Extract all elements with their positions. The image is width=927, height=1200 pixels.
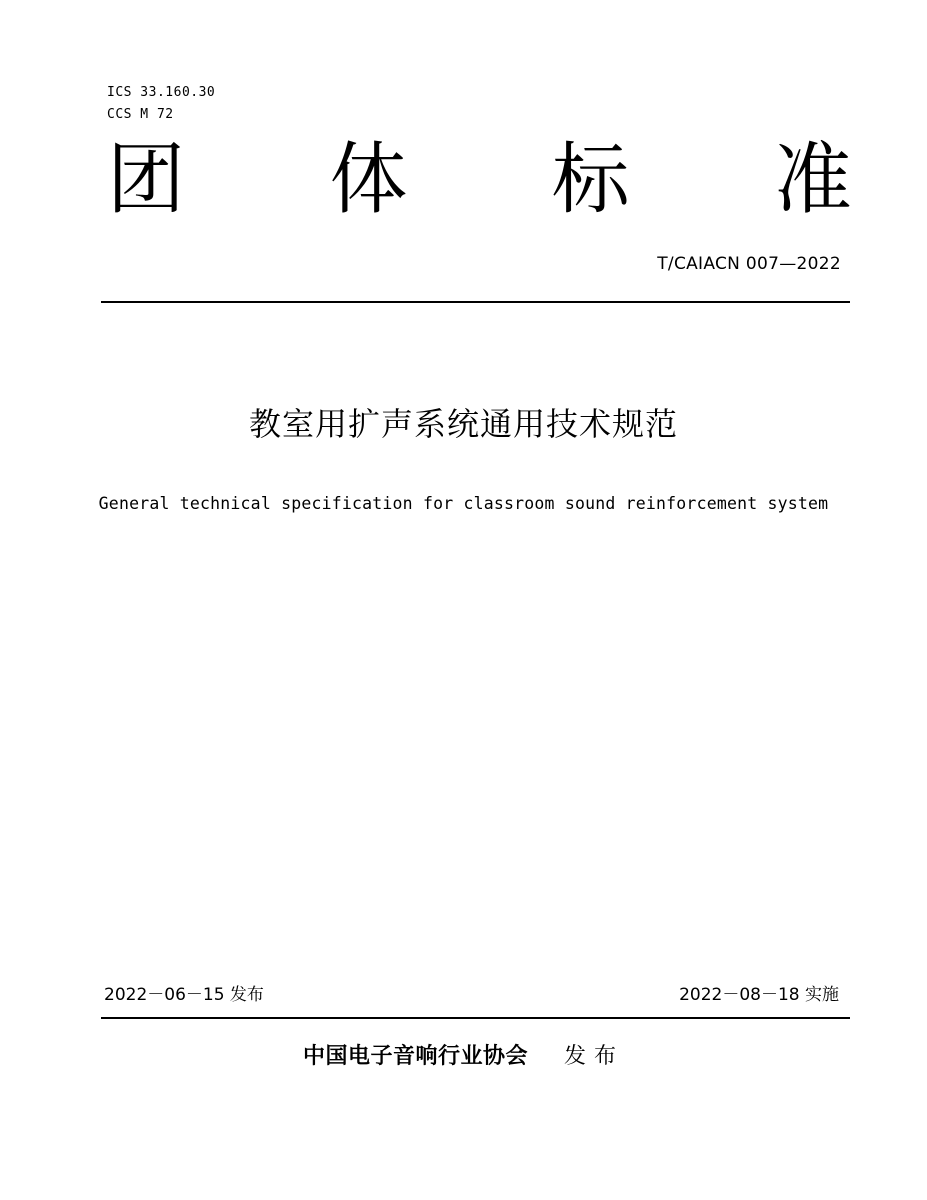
publisher-label: 发布 bbox=[564, 1044, 625, 1069]
ccs-code: CCS M 72 bbox=[107, 107, 174, 122]
publisher-organization: 中国电子音响行业协会 bbox=[302, 1043, 528, 1069]
ics-code: ICS 33.160.30 bbox=[107, 85, 216, 100]
document-type-char: 团 bbox=[107, 134, 186, 225]
top-divider bbox=[101, 301, 850, 303]
document-type-char: 体 bbox=[329, 134, 408, 225]
issue-date: 2022－06－15 发布 bbox=[104, 985, 264, 1005]
standard-number: T/CAIACN 007—2022 bbox=[657, 254, 841, 274]
document-type-heading bbox=[107, 132, 852, 227]
document-type-char: 准 bbox=[773, 134, 852, 225]
chinese-title: 教室用扩声系统通用技术规范 bbox=[248, 405, 678, 443]
bottom-divider bbox=[101, 1017, 850, 1019]
implementation-date: 2022－08－18 实施 bbox=[679, 985, 839, 1005]
english-title: General technical specification for classroom sound reinforcement system bbox=[98, 494, 829, 513]
document-type-char: 标 bbox=[551, 134, 630, 225]
publisher-line bbox=[0, 1040, 927, 1073]
